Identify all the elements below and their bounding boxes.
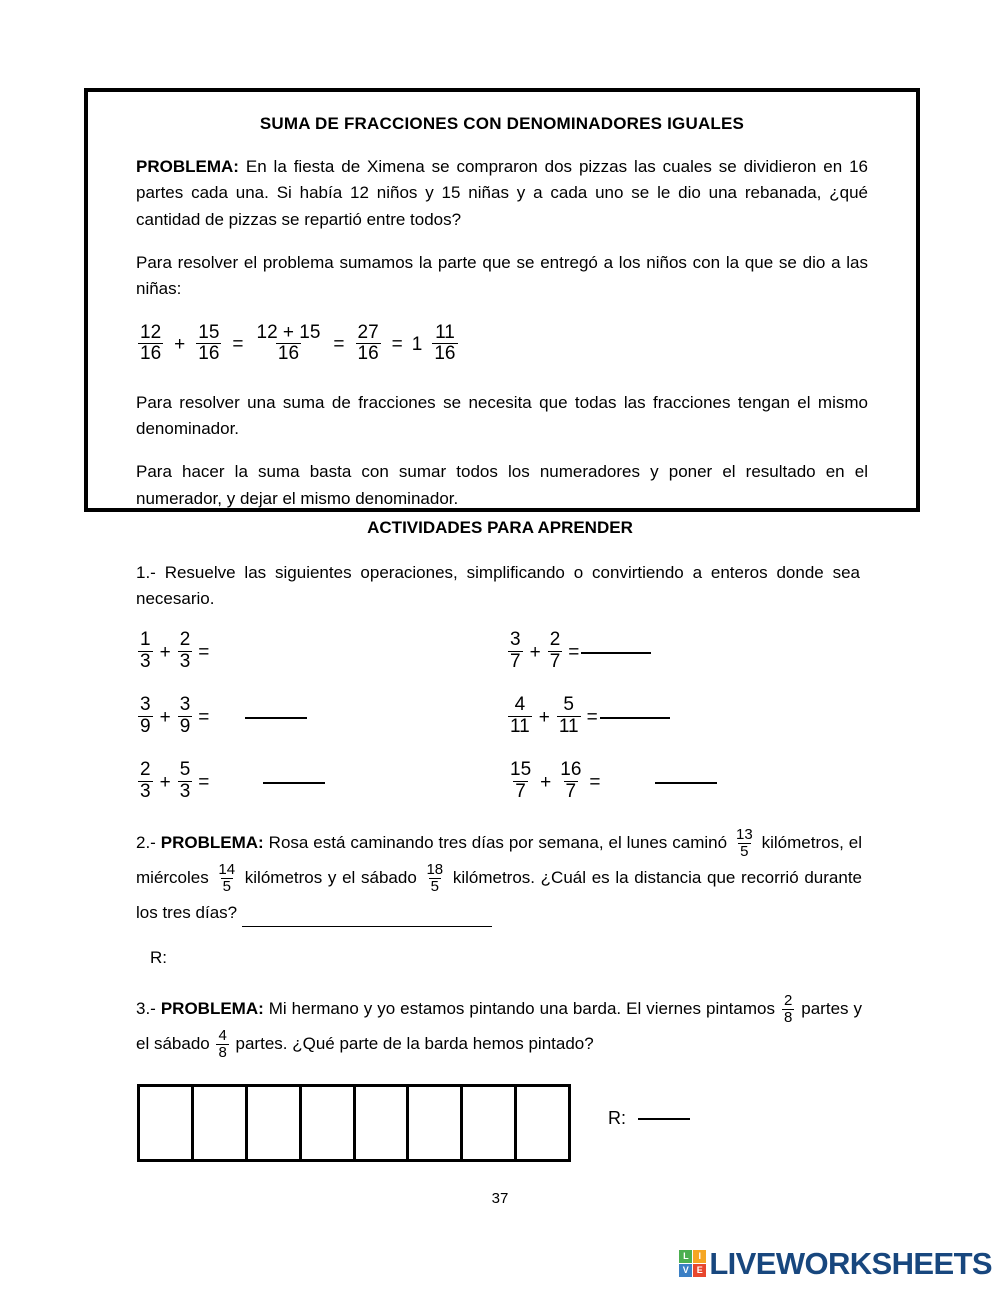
- equals-operator-2: =: [333, 333, 345, 355]
- fraction-2-8: [782, 993, 794, 1026]
- answer-blank[interactable]: [600, 717, 670, 719]
- problem-3-text-2: partes y el sábado: [136, 999, 863, 1053]
- problem-2-answer-blank[interactable]: [242, 926, 492, 927]
- exercise-1: [136, 631, 506, 673]
- numerator: 12 + 15: [256, 321, 321, 343]
- fraction-27-16: [356, 323, 381, 365]
- fraction-13-5: [734, 827, 755, 860]
- denominator: 9: [179, 716, 191, 737]
- fraction-operand-b: [178, 760, 193, 802]
- exercise-2: [506, 631, 886, 673]
- equals-operator: =: [586, 706, 598, 728]
- numerator: 4: [218, 1026, 227, 1044]
- numerator: 18: [426, 860, 444, 878]
- plus-operator: +: [538, 706, 550, 728]
- fraction-bar-grid: [137, 1084, 571, 1162]
- logo-wordmark: LIVEWORKSHEETS: [709, 1246, 992, 1281]
- problem-3-answer-label: R:: [608, 1108, 626, 1128]
- equals-operator: =: [568, 641, 580, 663]
- exercise-row: [136, 685, 896, 750]
- plus-operator: +: [540, 771, 552, 793]
- problem-3-number: 3.-: [136, 999, 161, 1018]
- fraction-operand-b: [548, 630, 563, 672]
- problem-3-text-3: partes. ¿Qué parte de la barda hemos pintado?: [230, 1033, 594, 1053]
- problem-3-answer-row: [608, 1108, 690, 1129]
- fraction-operand-b: [557, 695, 581, 737]
- fraction-11-16: [432, 323, 457, 365]
- denominator: 16: [140, 343, 162, 365]
- problem-2-answer-label: R:: [150, 948, 167, 967]
- problem-2-label: PROBLEMA:: [160, 833, 264, 852]
- plus-operator: +: [159, 706, 171, 728]
- grid-cell[interactable]: [409, 1087, 463, 1159]
- plus-operator: +: [159, 641, 171, 663]
- whole-number-part: 1: [411, 333, 423, 355]
- denominator: 7: [515, 781, 526, 802]
- exercise-row: [136, 750, 896, 815]
- denominator: 7: [549, 651, 561, 672]
- fraction-operand-a: [138, 760, 153, 802]
- fraction-18-5: [424, 862, 445, 895]
- equals-operator: =: [198, 706, 210, 728]
- fraction-operand-b: [178, 695, 193, 737]
- grid-cell[interactable]: [248, 1087, 302, 1159]
- worksheet-title: SUMA DE FRACCIONES CON DENOMINADORES IGUALES: [259, 114, 745, 133]
- problem-3: [136, 992, 862, 1062]
- logo-tile-l: L: [679, 1250, 692, 1263]
- denominator: 7: [565, 781, 577, 802]
- problem-2-text-3: kilómetros y el sábado: [239, 867, 423, 887]
- denominator: 8: [218, 1043, 227, 1061]
- numerator: 1: [140, 629, 151, 651]
- problem-2: [136, 826, 862, 931]
- denominator: 3: [140, 651, 151, 672]
- grid-cell[interactable]: [302, 1087, 356, 1159]
- fraction-15-16: [196, 323, 221, 365]
- denominator: 5: [222, 877, 231, 895]
- numerator: 12: [140, 321, 162, 343]
- fraction-operand-a: [508, 760, 533, 802]
- fraction-12-16: [138, 323, 163, 365]
- grid-cell[interactable]: [463, 1087, 517, 1159]
- answer-blank[interactable]: [263, 782, 325, 784]
- plus-operator: +: [174, 333, 186, 355]
- problem-2-text-1: Rosa está caminando tres días por semana, el lunes caminó: [263, 833, 732, 852]
- problem-2-number: 2.-: [136, 833, 161, 852]
- denominator: 7: [510, 651, 521, 672]
- denominator: 3: [140, 781, 151, 802]
- fraction-operand-a: [508, 695, 532, 737]
- denominator: 11: [510, 716, 530, 737]
- denominator: 9: [140, 716, 151, 737]
- activities-heading: ACTIVIDADES PARA APRENDER: [367, 518, 633, 537]
- denominator: 16: [434, 343, 456, 365]
- numerator: 2: [549, 629, 561, 651]
- denominator: 16: [198, 343, 220, 365]
- denominator: 16: [277, 343, 300, 365]
- exercise-5: [136, 761, 506, 803]
- denominator: 8: [783, 1009, 793, 1027]
- problem-3-answer-blank[interactable]: [638, 1118, 690, 1120]
- fraction-4-8: [216, 1028, 228, 1061]
- numerator: 13: [736, 825, 753, 843]
- numerator: 3: [510, 629, 521, 651]
- plus-operator: +: [159, 771, 171, 793]
- denominator: 5: [430, 877, 439, 895]
- exercise-list: [136, 620, 896, 815]
- numerator: 11: [435, 321, 455, 343]
- fraction-operand-a: [508, 630, 523, 672]
- grid-cell[interactable]: [356, 1087, 410, 1159]
- denominator: 16: [357, 343, 379, 365]
- numerator: 3: [179, 694, 191, 716]
- equals-operator: =: [198, 641, 210, 663]
- grid-cell[interactable]: [194, 1087, 248, 1159]
- problem-label: PROBLEMA:: [136, 157, 239, 176]
- problem-2-answer-row: [150, 948, 167, 968]
- theory-box: [84, 88, 920, 512]
- logo-tile-v: V: [679, 1264, 692, 1277]
- numerator: 14: [218, 860, 236, 878]
- logo-tile-e: E: [693, 1264, 706, 1277]
- exercise-4: [506, 696, 886, 738]
- page-number: 37: [491, 1190, 509, 1207]
- equals-operator-1: =: [232, 333, 244, 355]
- fraction-operand-a: [138, 695, 153, 737]
- problem-body: En la fiesta de Ximena se compraron dos pizzas las cuales se dividieron en 16 partes cada una. Si había 12 niños y 15 niñas y a cada uno se le dio una rebanada, ¿qué cantidad de pizzas se repartió entre todos?: [136, 157, 868, 229]
- fraction-operand-a: [138, 630, 153, 672]
- equals-operator-3: =: [391, 333, 403, 355]
- problem-2-text-4: kilómetros. ¿Cuál es la distancia que recorrió durante los tres días?: [136, 867, 862, 922]
- exercise-row: [136, 620, 896, 685]
- problem-2-text-2: kilómetros, el miércoles: [136, 833, 862, 887]
- numerator: 5: [179, 759, 191, 781]
- logo-tile-i: I: [693, 1250, 706, 1263]
- rule-same-denominator: Para resolver una suma de fracciones se necesita que todas las fracciones tengan el mismo denominador.: [136, 392, 868, 439]
- solution-intro: Para resolver el problema sumamos la parte que se entregó a los niños con la que se dio a las niñas:: [136, 253, 868, 299]
- exercise-instruction: 1.- Resuelve las siguientes operaciones, simplificando o convirtiendo a enteros donde sea necesario.: [136, 563, 860, 609]
- numerator: 15: [198, 321, 220, 343]
- rule-add-numerators: Para hacer la suma basta con sumar todos los numeradores y poner el resultado en el numerador, y dejar el mismo denominador.: [136, 462, 868, 508]
- numerator: 2: [140, 759, 151, 781]
- numerator: 15: [510, 759, 532, 781]
- denominator: 3: [179, 781, 191, 802]
- plus-operator: +: [529, 641, 541, 663]
- problem-statement: [136, 154, 868, 233]
- numerator: 3: [140, 694, 151, 716]
- denominator: 11: [558, 716, 579, 737]
- equals-operator: =: [198, 771, 210, 793]
- fraction-operand-b: [178, 630, 193, 672]
- equals-operator: =: [589, 771, 601, 793]
- exercise-3: [136, 696, 506, 738]
- denominator: 5: [740, 843, 749, 861]
- liveworksheets-logo[interactable]: [679, 1248, 992, 1279]
- answer-blank[interactable]: [581, 652, 651, 654]
- grid-cell[interactable]: [517, 1087, 568, 1159]
- grid-cell[interactable]: [140, 1087, 194, 1159]
- numerator: 16: [560, 759, 582, 781]
- worked-equation: [136, 320, 868, 370]
- fraction-operand-b: [558, 760, 583, 802]
- numerator: 2: [179, 629, 191, 651]
- problem-3-text-1: Mi hermano y yo estamos pintando una barda. El viernes pintamos: [263, 999, 780, 1018]
- answer-blank[interactable]: [655, 782, 717, 784]
- answer-blank[interactable]: [245, 717, 307, 719]
- exercise-6: [506, 761, 886, 803]
- numerator: 2: [783, 991, 793, 1009]
- fraction-14-5: [216, 862, 237, 895]
- problem-3-label: PROBLEMA:: [160, 999, 264, 1018]
- logo-tiles-icon: [679, 1250, 706, 1277]
- numerator: 5: [563, 694, 574, 716]
- numerator: 27: [357, 321, 379, 343]
- denominator: 3: [179, 651, 191, 672]
- fraction-sum-numerators: [255, 323, 323, 365]
- numerator: 4: [514, 694, 526, 716]
